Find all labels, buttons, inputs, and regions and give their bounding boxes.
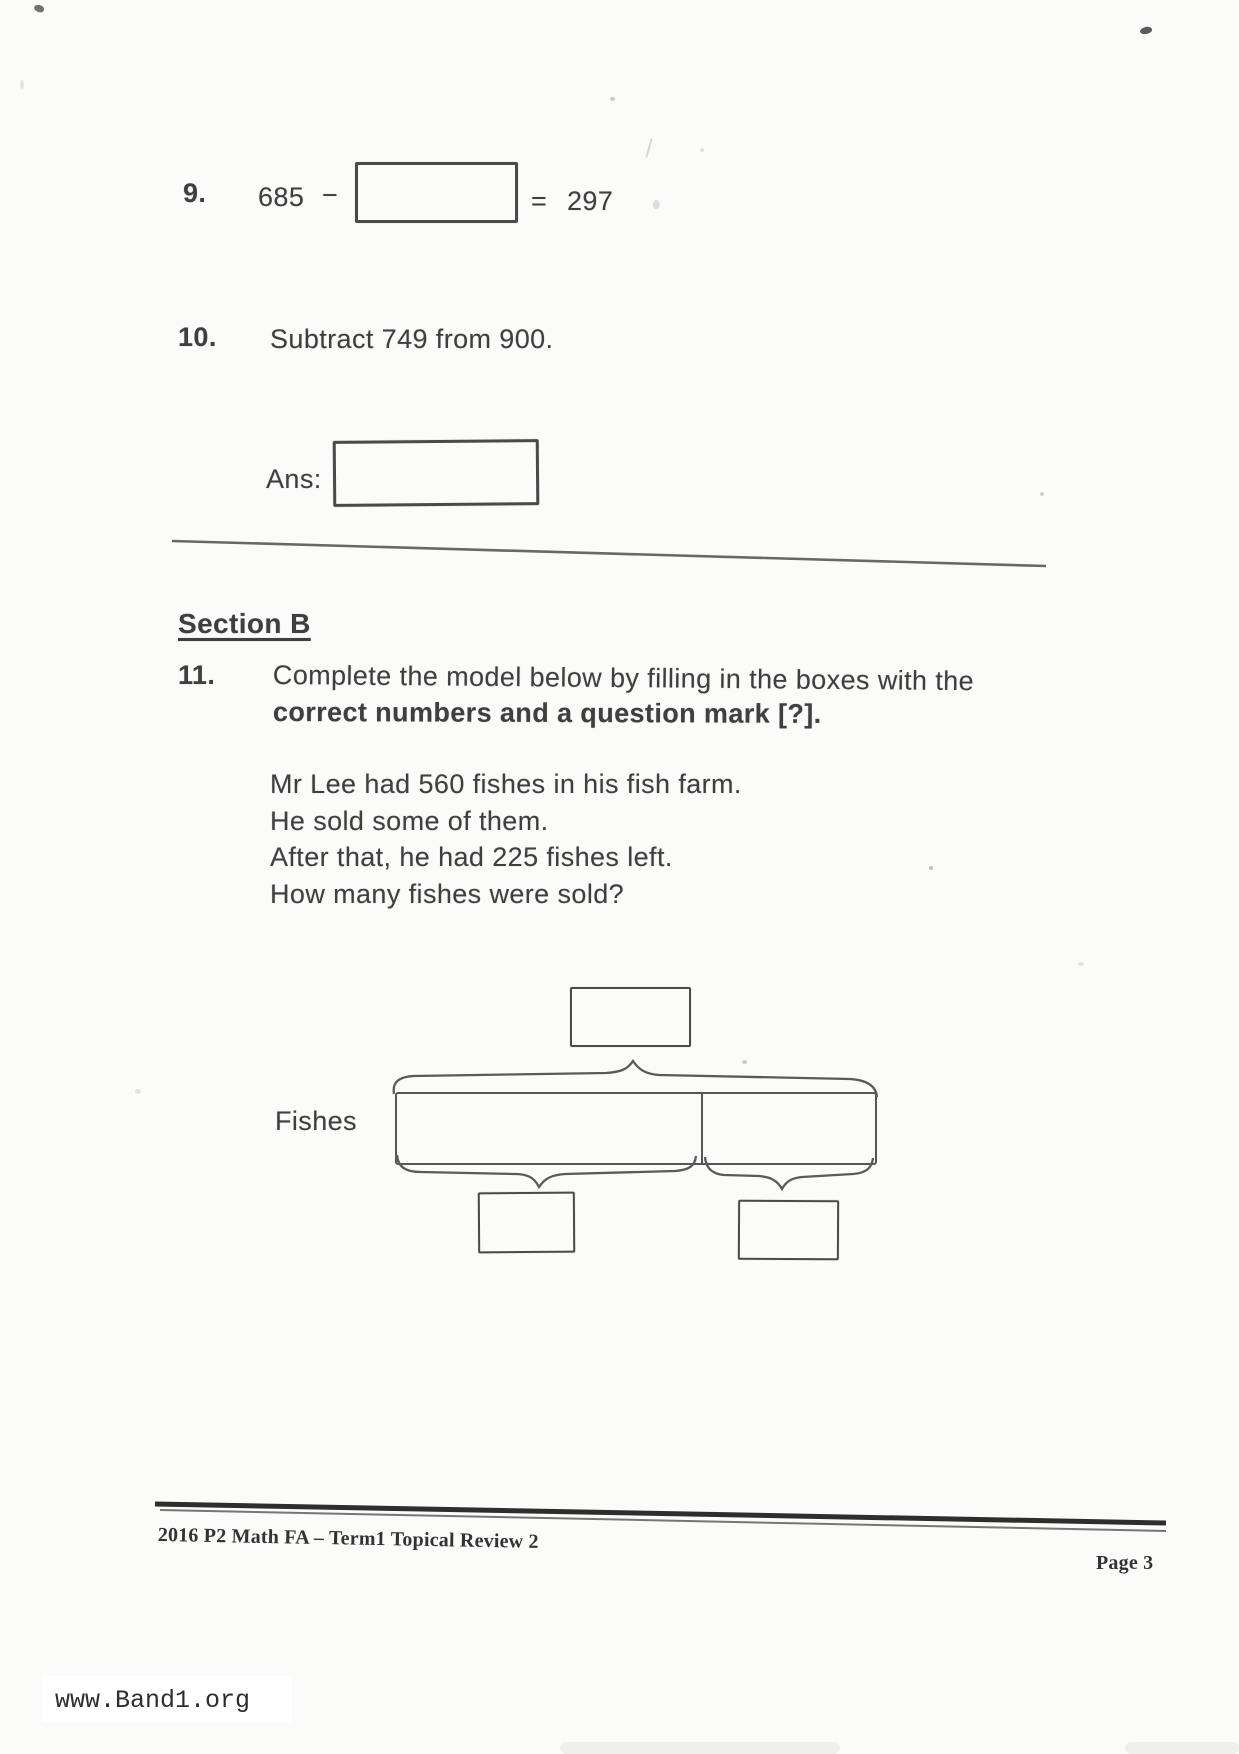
q9-minuend: 685 [258, 182, 305, 212]
q11-problem-line-1: Mr Lee had 560 fishes in his fish farm. [270, 769, 742, 799]
q11-problem-line-2: He sold some of them. [270, 805, 549, 836]
q9-result: 297 [567, 186, 614, 216]
watermark-link: www.Band1.org [55, 1686, 251, 1715]
scan-speck [610, 97, 615, 101]
scan-speck [653, 200, 660, 209]
scan-speck [1078, 962, 1084, 966]
footer-rule-main [155, 1504, 1166, 1523]
q9-equals-sign: = [531, 186, 548, 216]
model-total-box [570, 987, 691, 1047]
scan-speck [700, 148, 704, 152]
model-left-answer-box [478, 1192, 575, 1254]
scan-speck [645, 138, 652, 158]
q11-problem-text [270, 766, 742, 912]
section-divider-line [172, 541, 1046, 566]
model-right-answer-box [738, 1200, 839, 1261]
scan-smudge [1125, 1742, 1239, 1754]
q10-answer-box [333, 439, 540, 507]
model-bar-left-segment [397, 1094, 701, 1163]
q10-number: 10. [178, 322, 217, 352]
q11-instruction-bold: correct numbers and a question mark [?]. [272, 697, 822, 729]
scan-speck [929, 866, 933, 870]
q10-ans-label: Ans: [266, 464, 322, 494]
scan-speck [135, 1089, 141, 1094]
q9-answer-box [355, 162, 518, 223]
scan-speck [1139, 25, 1153, 35]
q9-minus-sign: − [322, 180, 339, 210]
scan-smudge [560, 1742, 840, 1754]
q11-problem-line-3: After that, he had 225 fishes left. [270, 842, 673, 872]
q11-number: 11. [178, 660, 216, 690]
q10-text: Subtract 749 from 900. [270, 324, 554, 354]
model-bar-right-segment [703, 1094, 875, 1163]
section-b-title: Section B [178, 608, 311, 639]
scan-speck [742, 1060, 747, 1064]
model-label: Fishes [275, 1106, 357, 1136]
scan-speck [20, 80, 24, 89]
footer-doc-title: 2016 P2 Math FA – Term1 Topical Review 2 [157, 1524, 539, 1553]
q9-number: 9. [183, 178, 207, 208]
q11-problem-line-4: How many fishes were sold? [270, 878, 625, 909]
q11-instruction-regular: Complete the model below by filling in the boxes with the [272, 660, 975, 697]
model-bar [395, 1092, 877, 1165]
scan-speck [33, 3, 45, 13]
scan-speck [1040, 492, 1044, 496]
footer-page-label: Page 3 [1096, 1552, 1154, 1574]
